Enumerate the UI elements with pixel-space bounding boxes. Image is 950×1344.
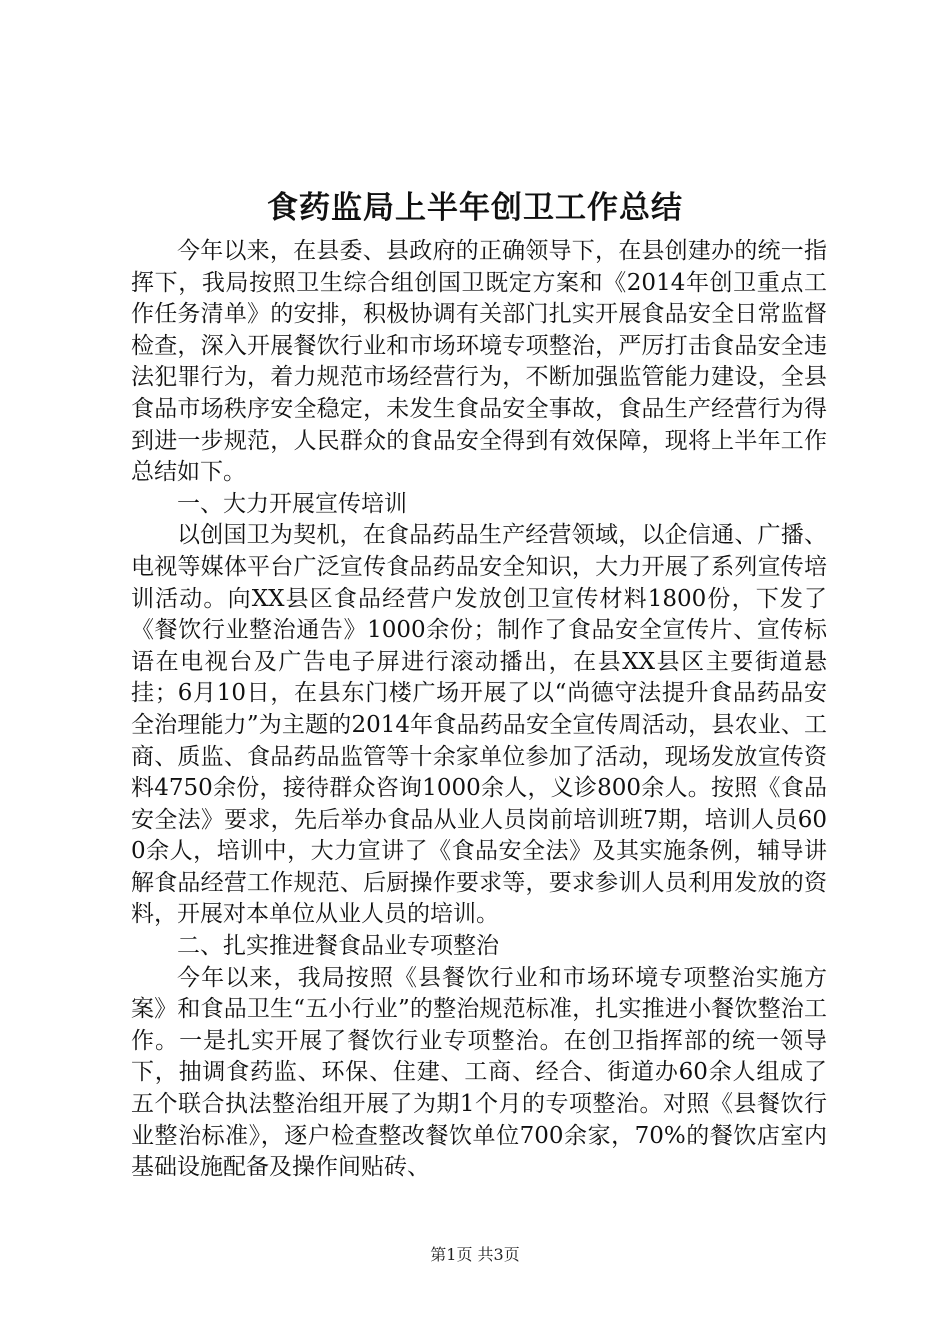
paragraph-section-2: 今年以来，我局按照《县餐饮行业和市场环境专项整治实施方案》和食品卫生“五小行业”的整治规范标准，扎实推进小餐饮整治工作。一是扎实开展了餐饮行业专项整治。在创卫指挥部的统一领导下，抽调食药监、环保、住建、工商、经合、街道办60余人组成了五个联合执法整治组开展了为期1个月的专项整治。对照《县餐饮行业整治标准》，逐户检查整改餐饮单位700余家，70%的餐饮店室内基础设施配备及操作间贴砖、 [131, 964, 827, 1181]
document-title: 食药监局上半年创卫工作总结 [267, 190, 683, 226]
paragraph-section-1: 以创国卫为契机，在食品药品生产经营领域，以企信通、广播、电视等媒体平台广泛宣传食品药品安全知识，大力开展了系列宣传培训活动。向XX县区食品经营户发放创卫宣传材料1800份，下发了《餐饮行业整治通告》1000余份；制作了食品安全宣传片、宣传标语在电视台及广告电子屏进行滚动播出，在县XX县区主要街道悬挂；6月10日，在县东门楼广场开展了以“尚德守法提升食品药品安全治理能力”为主题的2014年食品药品安全宣传周活动，县农业、工商、质监、食品药品监管等十余家单位参加了活动，现场发放宣传资料4750余份，接待群众咨询1000余人，义诊800余人。按照《食品安全法》要求，先后举办食品从业人员岗前培训班7期，培训人员600余人，培训中，大力宣讲了《食品安全法》及其实施条例，辅导讲解食品经营工作规范、后厨操作要求等，要求参训人员利用发放的资料，开展对本单位从业人员的培训。 [131, 522, 827, 928]
section-heading-1: 一、大力开展宣传培训 [177, 490, 407, 517]
paragraph-intro: 今年以来，在县委、县政府的正确领导下，在县创建办的统一指挥下，我局按照卫生综合组创国卫既定方案和《2014年创卫重点工作任务清单》的安排，积极协调有关部门扎实开展食品安全日常监督检查，深入开展餐饮行业和市场环境专项整治，严厉打击食品安全违法犯罪行为，着力规范市场经营行为，不断加强监管能力建设，全县食品市场秩序安全稳定，未发生食品安全事故，食品生产经营行为得到进一步规范，人民群众的食品安全得到有效保障，现将上半年工作总结如下。 [131, 238, 827, 486]
section-heading-2: 二、扎实推进餐食品业专项整治 [177, 933, 499, 960]
document-body [131, 236, 827, 1184]
page-footer: 第1页 共3页 [430, 1245, 520, 1264]
